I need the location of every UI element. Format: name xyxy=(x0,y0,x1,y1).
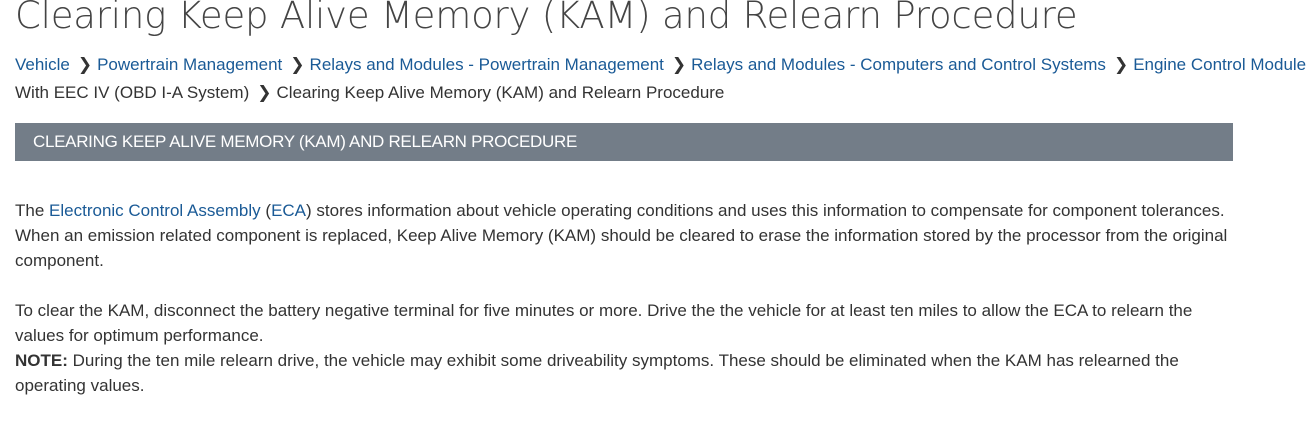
chevron-right-icon: ❯ xyxy=(1113,55,1129,74)
chevron-right-icon: ❯ xyxy=(671,55,687,74)
breadcrumb xyxy=(15,51,1306,107)
link-eca[interactable]: ECA xyxy=(271,201,307,220)
paragraph-eca-intro xyxy=(15,198,1240,273)
page-title: Clearing Keep Alive Memory (KAM) and Relearn Procedure xyxy=(15,0,1078,37)
chevron-right-icon: ❯ xyxy=(257,83,272,102)
paragraph-text: ( xyxy=(260,201,272,220)
link-electronic-control-assembly[interactable]: Electronic Control Assembly xyxy=(49,201,261,220)
paragraph-clear-kam: To clear the KAM, disconnect the battery negative terminal for five minutes or more. Drive the the vehicle for at least ten miles to allow the ECA to relearn the values for optimum performance. xyxy=(15,301,1193,345)
breadcrumb-link-powertrain-management[interactable]: Powertrain Management xyxy=(97,55,283,74)
breadcrumb-line-2 xyxy=(15,79,1260,107)
breadcrumb-current: Clearing Keep Alive Memory (KAM) and Relearn Procedure xyxy=(276,83,725,102)
chevron-right-icon: ❯ xyxy=(290,55,305,74)
paragraph-text: The xyxy=(15,201,50,220)
section-header: CLEARING KEEP ALIVE MEMORY (KAM) AND RELEARN PROCEDURE xyxy=(15,123,1233,161)
paragraph-text: ) stores information about vehicle operating conditions and uses this information to compensate for component tolerances. When an emission related component is replaced, Keep Alive Memory (KAM) should be cleared to erase the information stored by the processor from the original component. xyxy=(15,201,1228,270)
breadcrumb-link-vehicle[interactable]: Vehicle xyxy=(15,55,70,74)
note-text: During the ten mile relearn drive, the vehicle may exhibit some driveability symptoms. These should be eliminated when the KAM has relearned the operating values. xyxy=(15,351,1179,395)
breadcrumb-line-1 xyxy=(15,51,1306,79)
breadcrumb-text-eec-iv: With EEC IV (OBD I-A System) xyxy=(15,83,250,102)
breadcrumb-link-relays-modules-powertrain[interactable]: Relays and Modules - Powertrain Management xyxy=(309,55,664,74)
article-content xyxy=(15,198,1240,398)
chevron-right-icon: ❯ xyxy=(77,55,93,74)
breadcrumb-link-relays-modules-computers[interactable]: Relays and Modules - Computers and Control Systems xyxy=(691,55,1106,74)
breadcrumb-link-engine-control-module[interactable]: Engine Control Module xyxy=(1133,55,1306,74)
note-paragraph xyxy=(15,348,1240,398)
note-label: NOTE: xyxy=(15,351,68,370)
